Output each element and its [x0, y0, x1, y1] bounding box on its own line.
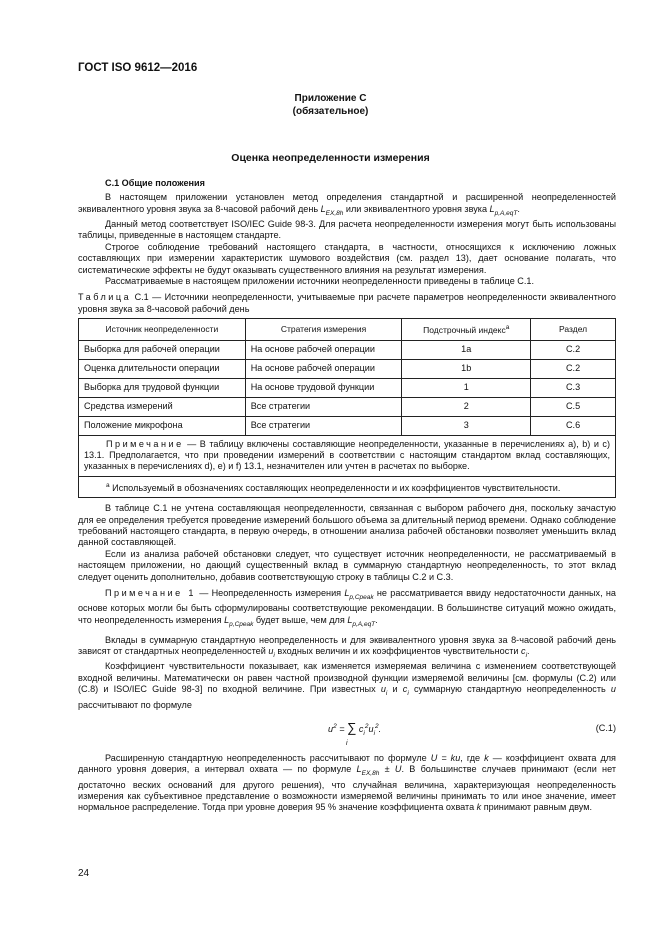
cell-section: C.6 [531, 416, 616, 435]
cell-index: 2 [402, 397, 531, 416]
paragraph-2: Данный метод соответствует ISO/IEC Guide 98-3. Для расчета неопределенности измерения могут быть использованы таблицы, приведенные в настоящем стандарте. [78, 219, 616, 241]
table-footnote: $^a$ Используемый в обозначениях составляющих неопределенности и их коэффициентов чувствительности. [79, 476, 616, 497]
table-row [79, 340, 616, 359]
annex-label: Приложение С [294, 93, 367, 104]
formula-number: (C.1) [595, 722, 616, 733]
cell-source: Выборка для рабочей операции [79, 340, 246, 359]
uncertainty-sources-table [78, 318, 616, 498]
table-row [79, 359, 616, 378]
paragraph-4: Рассматриваемые в настоящем приложении источники неопределенности приведены в таблице С.1. [105, 276, 534, 287]
cell-source: Положение микрофона [79, 416, 246, 435]
table-note: Примечание — В таблицу включены составляющие неопределенности, указанные в перечислениях а), b) и с) 13.1. Предполагается, что при проведении измерений в соответствии с настоящим стандартом вклад составляющих, указанных в перечислениях d), е) и f) 13.1, незначителен или учтен в расчетах по выборке. [79, 435, 616, 476]
cell-index: 1b [402, 359, 531, 378]
cell-source: Средства измерений [79, 397, 246, 416]
cell-section: C.3 [531, 378, 616, 397]
table-header-row [79, 319, 616, 340]
header-strategy: Стратегия измерения [245, 319, 402, 340]
paragraph-7: Вклады в суммарную стандартную неопределенность и для эквивалентного уровня звука за 8-часовой рабочий день зависят от стандартных неопределенностей $u_i$ входных величин и их коэффициентов чувствительности $c_i$. [78, 634, 616, 660]
paragraph-8: Коэффициент чувствительности показывает, как изменяется измеряемая величина с изменением соответствующей входной величины. Математически он равен частной производной функции измеряемой величины [см. формулы (С.2) или (С.8) и ISO/IEC Guide 98-3] по входной величине. При известных $u_i$ и $c_i$ суммарную стандартную неопределенность u рассчитывают по формуле [78, 661, 616, 710]
paragraph-9: Расширенную стандартную неопределенность рассчитывают по формуле U = ku, где k — коэффициент охвата для данного уровня доверия, а интервал охвата — по формуле $L_{EX,8h} \pm U$. В большинстве случаев принимают (если нет достаточно веских оснований для другого решения), что случайная величина, характеризующая неопределенность измерения как субъективное представление о возможности измеряемой величины принимать то или иное значение, имеет нормальное распределение. Тогда при уровне доверия 95 % значение коэффициента охвата k принимают равным двум. [78, 752, 616, 813]
cell-section: C.2 [531, 359, 616, 378]
header-index: Подстрочный индекс$^a$ [402, 319, 531, 340]
cell-strategy: На основе рабочей операции [245, 359, 402, 378]
paragraph-3: Строгое соблюдение требований настоящего стандарта, в частности, относящихся к исключению ложных составляющих при измерении характеристик шумового воздействия (см. раздел 13), дает основание полагать, что систематические эффекты не будут оказывать существенного влияния на результат измерения. [78, 241, 616, 275]
annex-heading [0, 92, 661, 118]
cell-source: Оценка длительности операции [79, 359, 246, 378]
table-footnote-row [79, 476, 616, 497]
cell-index: 3 [402, 416, 531, 435]
cell-strategy: Все стратегии [245, 397, 402, 416]
paragraph-6: Если из анализа рабочей обстановки следует, что существует источник неопределенности, не рассматриваемый в настоящем приложении, но дающий существенный вклад в суммарную стандартную неопределенность, то этот вклад следует оценить дополнительно, добавив соответствующую строку в таблицы С.2 и С.3. [78, 548, 616, 582]
table-note-row [79, 435, 616, 476]
formula-index: i [346, 739, 348, 747]
annex-status: (обязательное) [292, 106, 369, 117]
table-row [79, 416, 616, 435]
paragraph-5: В таблице С.1 не учтена составляющая неопределенности, связанная с выбором рабочего дня, поскольку зачастую для ее определения требуется проведение измерений большого объема за длительный период времени. Однако соблюдение требований настоящего стандарта, в первую очередь, в отношении анализа рабочей обстановки позволяет уменьшить вклад данной составляющей. [78, 503, 616, 548]
header-section: Раздел [531, 319, 616, 340]
note-1: Примечание 1 — Неопределенность измерения $L_{p,Cpeak}$ не рассматривается ввиду недостаточности данных, на основе которых могли бы быть сформулированы соответствующие рекомендации. В большинстве ситуаций можно ожидать, что неопределенность измерения $L_{p,Cpeak}$ будет выше, чем для $L_{p,A,eqT}$. [78, 588, 616, 628]
cell-section: C.2 [531, 340, 616, 359]
formula-expression: $u^2$ = ∑ $c_i^2u_i^2$. [328, 719, 382, 737]
cell-index: 1a [402, 340, 531, 359]
cell-strategy: На основе рабочей операции [245, 340, 402, 359]
cell-index: 1 [402, 378, 531, 397]
formula-c1 [78, 715, 616, 749]
paragraph-1: В настоящем приложении установлен метод определения стандартной и расширенной неопределенностей эквивалентного уровня звука за 8-часовой рабочий день $L_{EX,8h}$ или эквивалентного уровня звука $L_{p,A,eqT}$. [78, 192, 616, 217]
main-content [78, 178, 616, 814]
document-header: ГОСТ ISO 9612—2016 [78, 62, 198, 74]
page-number: 24 [78, 868, 90, 879]
cell-section: C.5 [531, 397, 616, 416]
cell-source: Выборка для трудовой функции [79, 378, 246, 397]
table-row [79, 378, 616, 397]
table-caption: Таблица С.1 — Источники неопределенности, учитываемые при расчете параметров неопределенности эквивалентного уровня звука за 8-часовой рабочий день [78, 292, 616, 314]
cell-strategy: Все стратегии [245, 416, 402, 435]
section-heading: С.1 Общие положения [105, 178, 205, 188]
cell-strategy: На основе трудовой функции [245, 378, 402, 397]
annex-title: Оценка неопределенности измерения [231, 152, 430, 164]
table-row [79, 397, 616, 416]
header-source: Источник неопределенности [79, 319, 246, 340]
